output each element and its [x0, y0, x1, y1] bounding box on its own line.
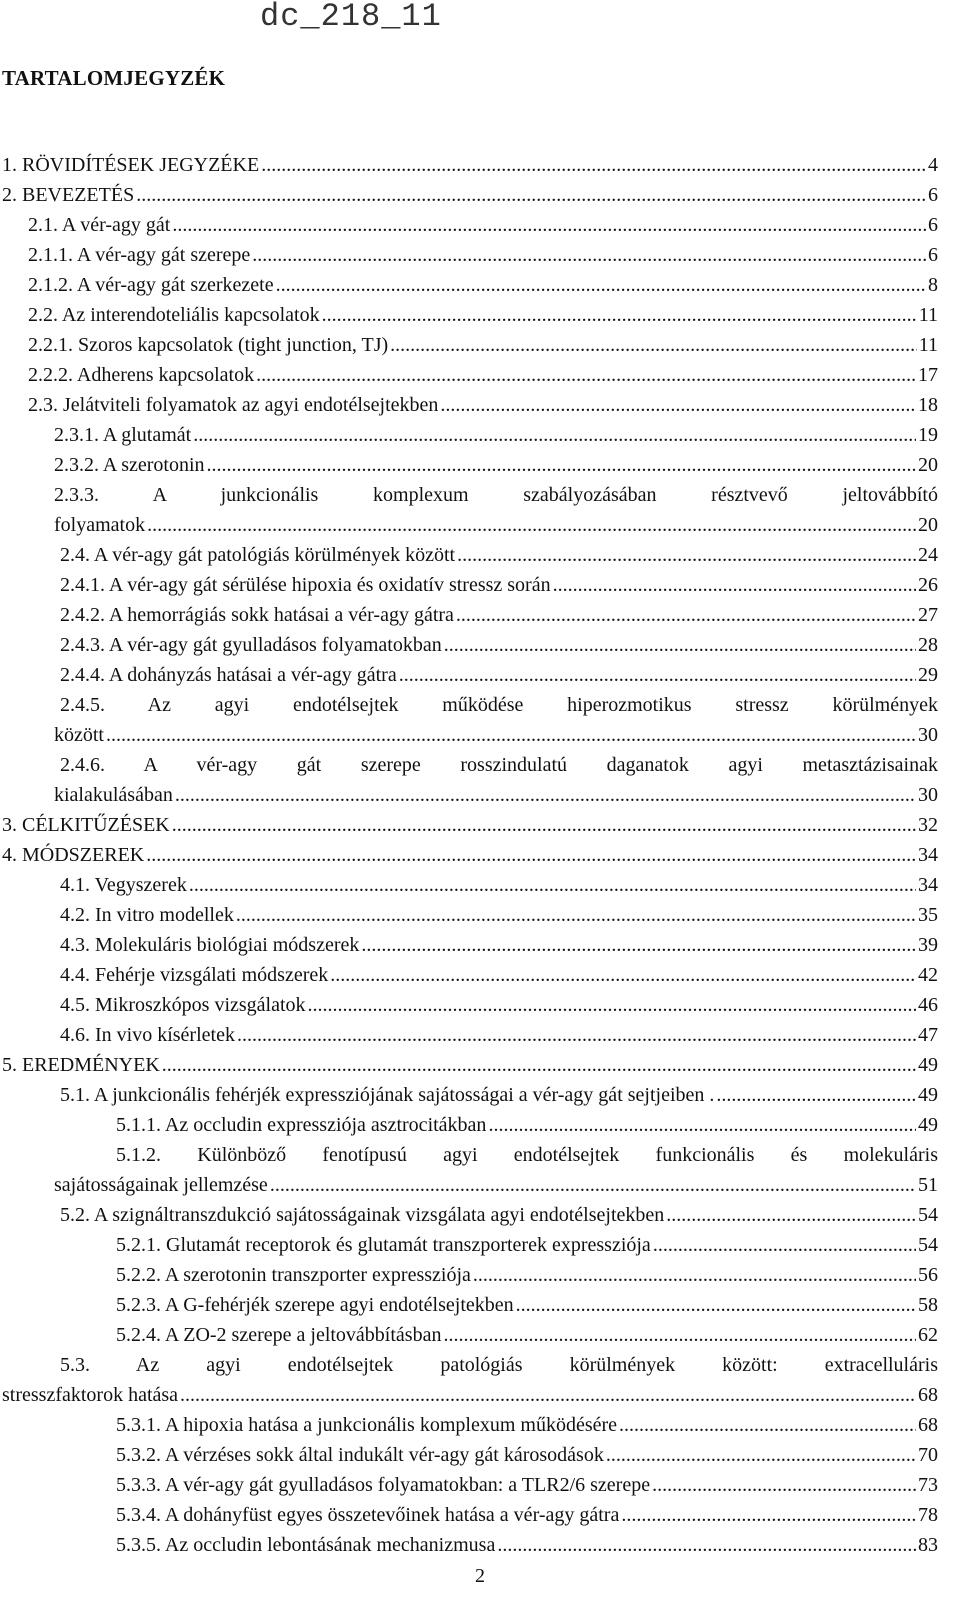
toc-entry[interactable]: [0, 1500, 960, 1530]
dot-leader: [399, 660, 916, 690]
toc-entry[interactable]: [0, 180, 960, 210]
toc-entry-label: 5.2.4. A ZO-2 szerepe a jeltovábbításban: [116, 1324, 442, 1346]
toc-entry-page: 34: [918, 874, 938, 896]
toc-entry-page: 54: [918, 1204, 938, 1226]
toc-entry-page: 54: [918, 1234, 938, 1256]
toc-entry-label: 2.2.1. Szoros kapcsolatok (tight junction, TJ): [28, 334, 389, 356]
toc-entry-page: 42: [918, 964, 938, 986]
page-number: 2: [475, 1565, 485, 1587]
toc-entry-page: 4: [928, 154, 938, 176]
toc-entry-label: 5.1. A junkcionális fehérjék expressziójának sajátosságai a vér-agy gát sejtjeiben .: [60, 1084, 715, 1106]
toc-entry-label: 2.1.2. A vér-agy gát szerkezete: [28, 274, 274, 296]
toc-entry[interactable]: [0, 1350, 960, 1410]
toc-entry[interactable]: [0, 1110, 960, 1140]
toc-entry-page: 68: [918, 1384, 938, 1406]
page-title: TARTALOMJEGYZÉK: [2, 66, 226, 90]
toc-entry[interactable]: [0, 450, 960, 480]
dot-leader: [621, 1500, 916, 1530]
toc-entry[interactable]: [0, 150, 960, 180]
toc-entry-page: 34: [918, 844, 938, 866]
toc-entry[interactable]: [0, 420, 960, 450]
toc-entry-heading-line: 5.1.2. Különböző fenotípusú agyi endotélsejtek funkcionális és molekuláris: [116, 1144, 938, 1166]
dot-leader: [172, 210, 926, 240]
toc-entry-page: 68: [918, 1414, 938, 1436]
toc-entry-heading-line: 2.3.3. A junkcionális komplexum szabályozásában résztvevő jeltovábbító: [54, 484, 938, 506]
toc-entry-label: 5.2.2. A szerotonin transzporter expressziója: [116, 1264, 471, 1286]
dot-leader: [261, 150, 926, 180]
toc-entry-page: 26: [918, 574, 938, 596]
toc-entry-page: 73: [918, 1474, 938, 1496]
toc-entry-page: 30: [918, 784, 938, 806]
toc-entry[interactable]: [0, 750, 960, 810]
toc-entry-label: 3. CÉLKITŰZÉSEK: [2, 814, 170, 836]
dot-leader: [553, 570, 916, 600]
toc-entry[interactable]: [0, 1140, 960, 1200]
toc-entry-label: 2.4.2. A hemorrágiás sokk hatásai a vér-agy gátra: [60, 604, 454, 626]
dot-leader: [276, 270, 926, 300]
dot-leader: [256, 360, 916, 390]
dot-leader: [308, 990, 916, 1020]
dot-leader: [473, 1260, 916, 1290]
toc-entry[interactable]: [0, 660, 960, 690]
toc-entry-label: 2.3. Jelátviteli folyamatok az agyi endotélsejtekben: [28, 394, 439, 416]
dot-leader: [189, 870, 916, 900]
toc-entry[interactable]: [0, 1320, 960, 1350]
dot-leader: [207, 450, 916, 480]
toc-entry-label: 2.4.1. A vér-agy gát sérülése hipoxia és oxidatív stressz során: [60, 574, 551, 596]
toc-entry[interactable]: [0, 210, 960, 240]
toc-entry-label: 2.4.3. A vér-agy gát gyulladásos folyamatokban: [60, 634, 442, 656]
table-of-contents: [0, 150, 960, 1560]
toc-entry-page: 62: [918, 1324, 938, 1346]
toc-entry-page: 46: [918, 994, 938, 1016]
toc-entry-page: 35: [918, 904, 938, 926]
toc-entry-label: 5.3.3. A vér-agy gát gyulladásos folyamatokban: a TLR2/6 szerepe: [116, 1474, 651, 1496]
toc-entry-label: sajátosságainak jellemzése: [54, 1174, 268, 1196]
dot-leader: [330, 960, 916, 990]
toc-entry-page: 11: [918, 304, 938, 326]
toc-entry-page: 20: [918, 454, 938, 476]
toc-entry-page: 70: [918, 1444, 938, 1466]
toc-entry[interactable]: [0, 840, 960, 870]
toc-entry-label: 5.2.3. A G-fehérjék szerepe agyi endotélsejtekben: [116, 1294, 514, 1316]
toc-entry[interactable]: [0, 690, 960, 750]
dot-leader: [606, 1440, 916, 1470]
toc-entry[interactable]: [0, 870, 960, 900]
toc-entry-page: 28: [918, 634, 938, 656]
toc-entry-page: 47: [918, 1024, 938, 1046]
dot-leader: [147, 510, 916, 540]
toc-entry-page: 49: [918, 1114, 938, 1136]
toc-entry-page: 19: [918, 424, 938, 446]
toc-entry[interactable]: [0, 330, 960, 360]
dot-leader: [497, 1530, 916, 1560]
toc-entry-label: 2. BEVEZETÉS: [2, 184, 135, 206]
toc-entry-page: 17: [918, 364, 938, 386]
toc-entry-label: 2.1.1. A vér-agy gát szerepe: [28, 244, 251, 266]
toc-entry[interactable]: [0, 600, 960, 630]
toc-entry-label: 2.2.2. Adherens kapcsolatok: [28, 364, 255, 386]
toc-entry[interactable]: [0, 1440, 960, 1470]
dot-leader: [440, 390, 916, 420]
toc-entry-page: 39: [918, 934, 938, 956]
toc-entry[interactable]: [0, 1410, 960, 1440]
toc-entry[interactable]: [0, 540, 960, 570]
toc-entry[interactable]: [0, 390, 960, 420]
toc-entry-label: 2.3.2. A szerotonin: [54, 454, 205, 476]
toc-entry-heading-line: 5.3. Az agyi endotélsejtek patológiás körülmények között: extracelluláris: [60, 1354, 938, 1376]
toc-entry[interactable]: [0, 1020, 960, 1050]
toc-entry-page: 27: [918, 604, 938, 626]
toc-entry-page: 32: [918, 814, 938, 836]
toc-entry[interactable]: [0, 930, 960, 960]
toc-entry-label: 5.2.1. Glutamát receptorok és glutamát transzporterek expressziója: [116, 1234, 651, 1256]
toc-entry-page: 8: [928, 274, 938, 296]
toc-entry-page: 20: [918, 514, 938, 536]
toc-entry[interactable]: [0, 300, 960, 330]
toc-entry[interactable]: [0, 990, 960, 1020]
toc-entry[interactable]: [0, 630, 960, 660]
toc-entry-label: folyamatok: [54, 514, 146, 536]
dot-leader: [106, 720, 916, 750]
toc-entry-page: 24: [918, 544, 938, 566]
toc-entry-page: 29: [918, 664, 938, 686]
toc-entry-label: 4.4. Fehérje vizsgálati módszerek: [60, 964, 329, 986]
toc-entry-label: 2.4. A vér-agy gát patológiás körülmények között: [60, 544, 456, 566]
toc-entry[interactable]: [0, 900, 960, 930]
toc-entry-page: 6: [928, 244, 938, 266]
toc-entry[interactable]: [0, 360, 960, 390]
toc-entry-label: 2.2. Az interendoteliális kapcsolatok: [28, 304, 320, 326]
toc-entry[interactable]: [0, 1200, 960, 1230]
toc-entry[interactable]: [0, 570, 960, 600]
dot-leader: [456, 600, 916, 630]
toc-entry-label: 5.2. A szignáltranszdukció sajátosságainak vizsgálata agyi endotélsejtekben: [60, 1204, 665, 1226]
toc-entry-label: 5.3.1. A hipoxia hatása a junkcionális komplexum működésére: [116, 1414, 618, 1436]
toc-entry-page: 11: [918, 334, 938, 356]
dot-leader: [236, 900, 916, 930]
toc-entry-label: 4.3. Molekuláris biológiai módszerek: [60, 934, 360, 956]
toc-entry-page: 51: [918, 1174, 938, 1196]
toc-entry-page: 6: [928, 184, 938, 206]
toc-entry-page: 18: [918, 394, 938, 416]
toc-entry[interactable]: [0, 1080, 960, 1110]
dot-leader: [390, 330, 917, 360]
toc-entry-page: 30: [918, 724, 938, 746]
dot-leader: [716, 1080, 916, 1110]
dot-leader: [172, 810, 916, 840]
toc-entry-label: stresszfaktorok hatása: [2, 1384, 179, 1406]
toc-entry-label: kialakulásában: [54, 784, 173, 806]
toc-entry-page: 83: [918, 1534, 938, 1556]
dot-leader: [457, 540, 916, 570]
dot-leader: [516, 1290, 916, 1320]
toc-entry-label: 5.3.2. A vérzéses sokk által indukált vér-agy gát károsodások: [116, 1444, 604, 1466]
toc-entry-page: 78: [918, 1504, 938, 1526]
toc-entry-label: 5.3.5. Az occludin lebontásának mechanizmusa: [116, 1534, 496, 1556]
toc-entry-heading-line: 2.4.6. A vér-agy gát szerepe rosszindulatú daganatok agyi metasztázisainak: [60, 754, 938, 776]
toc-entry[interactable]: [0, 480, 960, 540]
toc-entry[interactable]: [0, 240, 960, 270]
toc-entry[interactable]: [0, 960, 960, 990]
toc-entry-label: 4.2. In vitro modellek: [60, 904, 234, 926]
toc-entry[interactable]: [0, 1260, 960, 1290]
dot-leader: [270, 1170, 916, 1200]
dot-leader: [488, 1110, 916, 1140]
toc-entry-heading-line: 2.4.5. Az agyi endotélsejtek működése hiperozmotikus stressz körülmények: [60, 694, 938, 716]
dot-leader: [193, 420, 916, 450]
dot-leader: [146, 840, 916, 870]
toc-entry-page: 49: [918, 1054, 938, 1076]
toc-entry[interactable]: [0, 810, 960, 840]
dot-leader: [175, 780, 916, 810]
toc-entry-label: között: [54, 724, 104, 746]
dot-leader: [162, 1050, 916, 1080]
toc-entry[interactable]: [0, 1230, 960, 1260]
document-id-header: dc_218_11: [260, 0, 442, 35]
dot-leader: [136, 180, 926, 210]
toc-entry[interactable]: [0, 1290, 960, 1320]
toc-entry-label: 5.3.4. A dohányfüst egyes összetevőinek hatása a vér-agy gátra: [116, 1504, 620, 1526]
toc-entry-page: 58: [918, 1294, 938, 1316]
dot-leader: [252, 240, 926, 270]
dot-leader: [322, 300, 917, 330]
toc-entry[interactable]: [0, 270, 960, 300]
toc-entry-label: 1. RÖVIDÍTÉSEK JEGYZÉKE: [2, 154, 260, 176]
toc-entry[interactable]: [0, 1530, 960, 1560]
dot-leader: [361, 930, 916, 960]
toc-entry[interactable]: [0, 1050, 960, 1080]
dot-leader: [619, 1410, 916, 1440]
toc-entry-label: 4. MÓDSZEREK: [2, 844, 145, 866]
toc-entry-label: 4.1. Vegyszerek: [60, 874, 187, 896]
dot-leader: [180, 1380, 916, 1410]
toc-entry-label: 4.6. In vivo kísérletek: [60, 1024, 235, 1046]
toc-entry-label: 5. EREDMÉNYEK: [2, 1054, 160, 1076]
dot-leader: [444, 630, 916, 660]
dot-leader: [653, 1230, 916, 1260]
toc-entry-page: 49: [918, 1084, 938, 1106]
toc-entry[interactable]: [0, 1470, 960, 1500]
dot-leader: [666, 1200, 916, 1230]
toc-entry-page: 56: [918, 1264, 938, 1286]
toc-entry-label: 2.3.1. A glutamát: [54, 424, 192, 446]
dot-leader: [443, 1320, 916, 1350]
toc-entry-label: 2.1. A vér-agy gát: [28, 214, 171, 236]
toc-entry-page: 6: [928, 214, 938, 236]
toc-entry-label: 2.4.4. A dohányzás hatásai a vér-agy gátra: [60, 664, 397, 686]
dot-leader: [652, 1470, 916, 1500]
dot-leader: [237, 1020, 916, 1050]
toc-entry-label: 4.5. Mikroszkópos vizsgálatok: [60, 994, 306, 1016]
toc-entry-label: 5.1.1. Az occludin expressziója asztrocitákban: [116, 1114, 487, 1136]
